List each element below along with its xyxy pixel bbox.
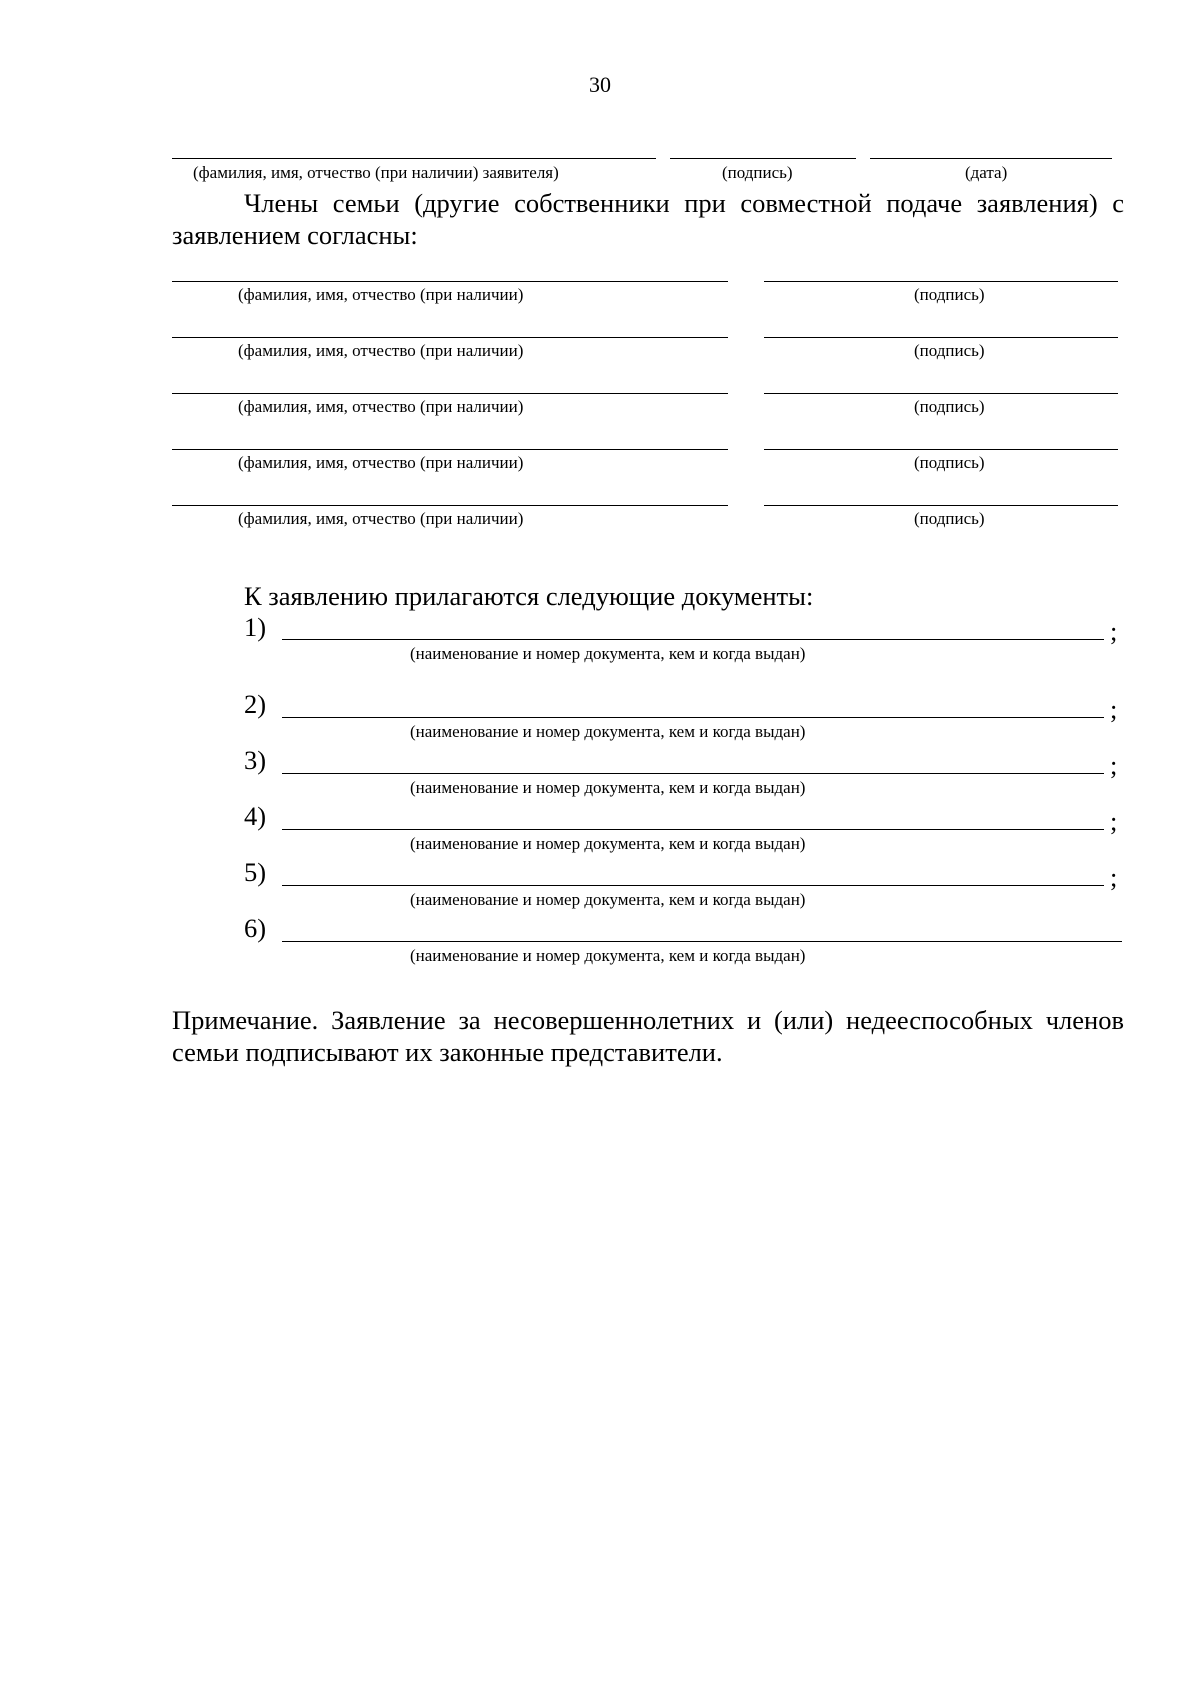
attachment-caption: (наименование и номер документа, кем и когда выдан) (410, 946, 806, 965)
attachment-number: 4) (244, 801, 267, 831)
family-signature-line[interactable] (764, 449, 1118, 450)
family-signature-line[interactable] (764, 337, 1118, 338)
attachment-semicolon: ; (1110, 806, 1118, 836)
attachment-number: 6) (244, 913, 267, 943)
attachment-caption: (наименование и номер документа, кем и когда выдан) (410, 834, 806, 853)
family-signature-line[interactable] (764, 505, 1118, 506)
attachment-input-line[interactable] (282, 717, 1104, 718)
attachment-caption: (наименование и номер документа, кем и когда выдан) (410, 778, 806, 797)
attachment-caption: (наименование и номер документа, кем и когда выдан) (410, 722, 806, 741)
family-name-line[interactable] (172, 505, 728, 506)
page-number: 30 (589, 72, 611, 97)
attachment-number: 2) (244, 689, 267, 719)
applicant-name-caption: (фамилия, имя, отчество (при наличии) заявителя) (193, 163, 559, 182)
family-name-caption: (фамилия, имя, отчество (при наличии) (238, 509, 524, 528)
attachment-caption: (наименование и номер документа, кем и когда выдан) (410, 890, 806, 909)
applicant-signature-caption: (подпись) (722, 163, 793, 182)
family-consent-text: Члены семьи (другие собственники при совместной подаче заявления) с заявлением согласны: (172, 188, 1124, 250)
attachment-input-line[interactable] (282, 941, 1122, 942)
attachment-number: 3) (244, 745, 267, 775)
family-name-line[interactable] (172, 393, 728, 394)
family-name-caption: (фамилия, имя, отчество (при наличии) (238, 285, 524, 304)
attachment-caption: (наименование и номер документа, кем и когда выдан) (410, 644, 806, 663)
attachment-number: 1) (244, 612, 267, 642)
family-name-line[interactable] (172, 281, 728, 282)
applicant-date-caption: (дата) (965, 163, 1008, 182)
family-signature-caption: (подпись) (914, 285, 985, 304)
applicant-name-line[interactable] (172, 158, 656, 159)
family-name-caption: (фамилия, имя, отчество (при наличии) (238, 397, 524, 416)
family-signature-caption: (подпись) (914, 341, 985, 360)
family-signature-line[interactable] (764, 281, 1118, 282)
note-text: Примечание. Заявление за несовершеннолетних и (или) недееспособных членов семьи подписывают их законные представители. (172, 1005, 1124, 1067)
attachment-input-line[interactable] (282, 829, 1104, 830)
attachment-semicolon: ; (1110, 862, 1118, 892)
family-signature-line[interactable] (764, 393, 1118, 394)
family-signature-caption: (подпись) (914, 453, 985, 472)
attachment-semicolon: ; (1110, 750, 1118, 780)
family-signature-caption: (подпись) (914, 397, 985, 416)
attachment-semicolon: ; (1110, 616, 1118, 646)
attachments-heading: К заявлению прилагаются следующие документы: (244, 581, 814, 611)
attachment-input-line[interactable] (282, 885, 1104, 886)
applicant-signature-line[interactable] (670, 158, 856, 159)
attachment-input-line[interactable] (282, 773, 1104, 774)
family-name-caption: (фамилия, имя, отчество (при наличии) (238, 453, 524, 472)
attachment-semicolon: ; (1110, 694, 1118, 724)
attachment-input-line[interactable] (282, 639, 1104, 640)
family-name-line[interactable] (172, 449, 728, 450)
family-signature-caption: (подпись) (914, 509, 985, 528)
family-name-caption: (фамилия, имя, отчество (при наличии) (238, 341, 524, 360)
family-name-line[interactable] (172, 337, 728, 338)
applicant-date-line[interactable] (870, 158, 1112, 159)
attachment-number: 5) (244, 857, 267, 887)
